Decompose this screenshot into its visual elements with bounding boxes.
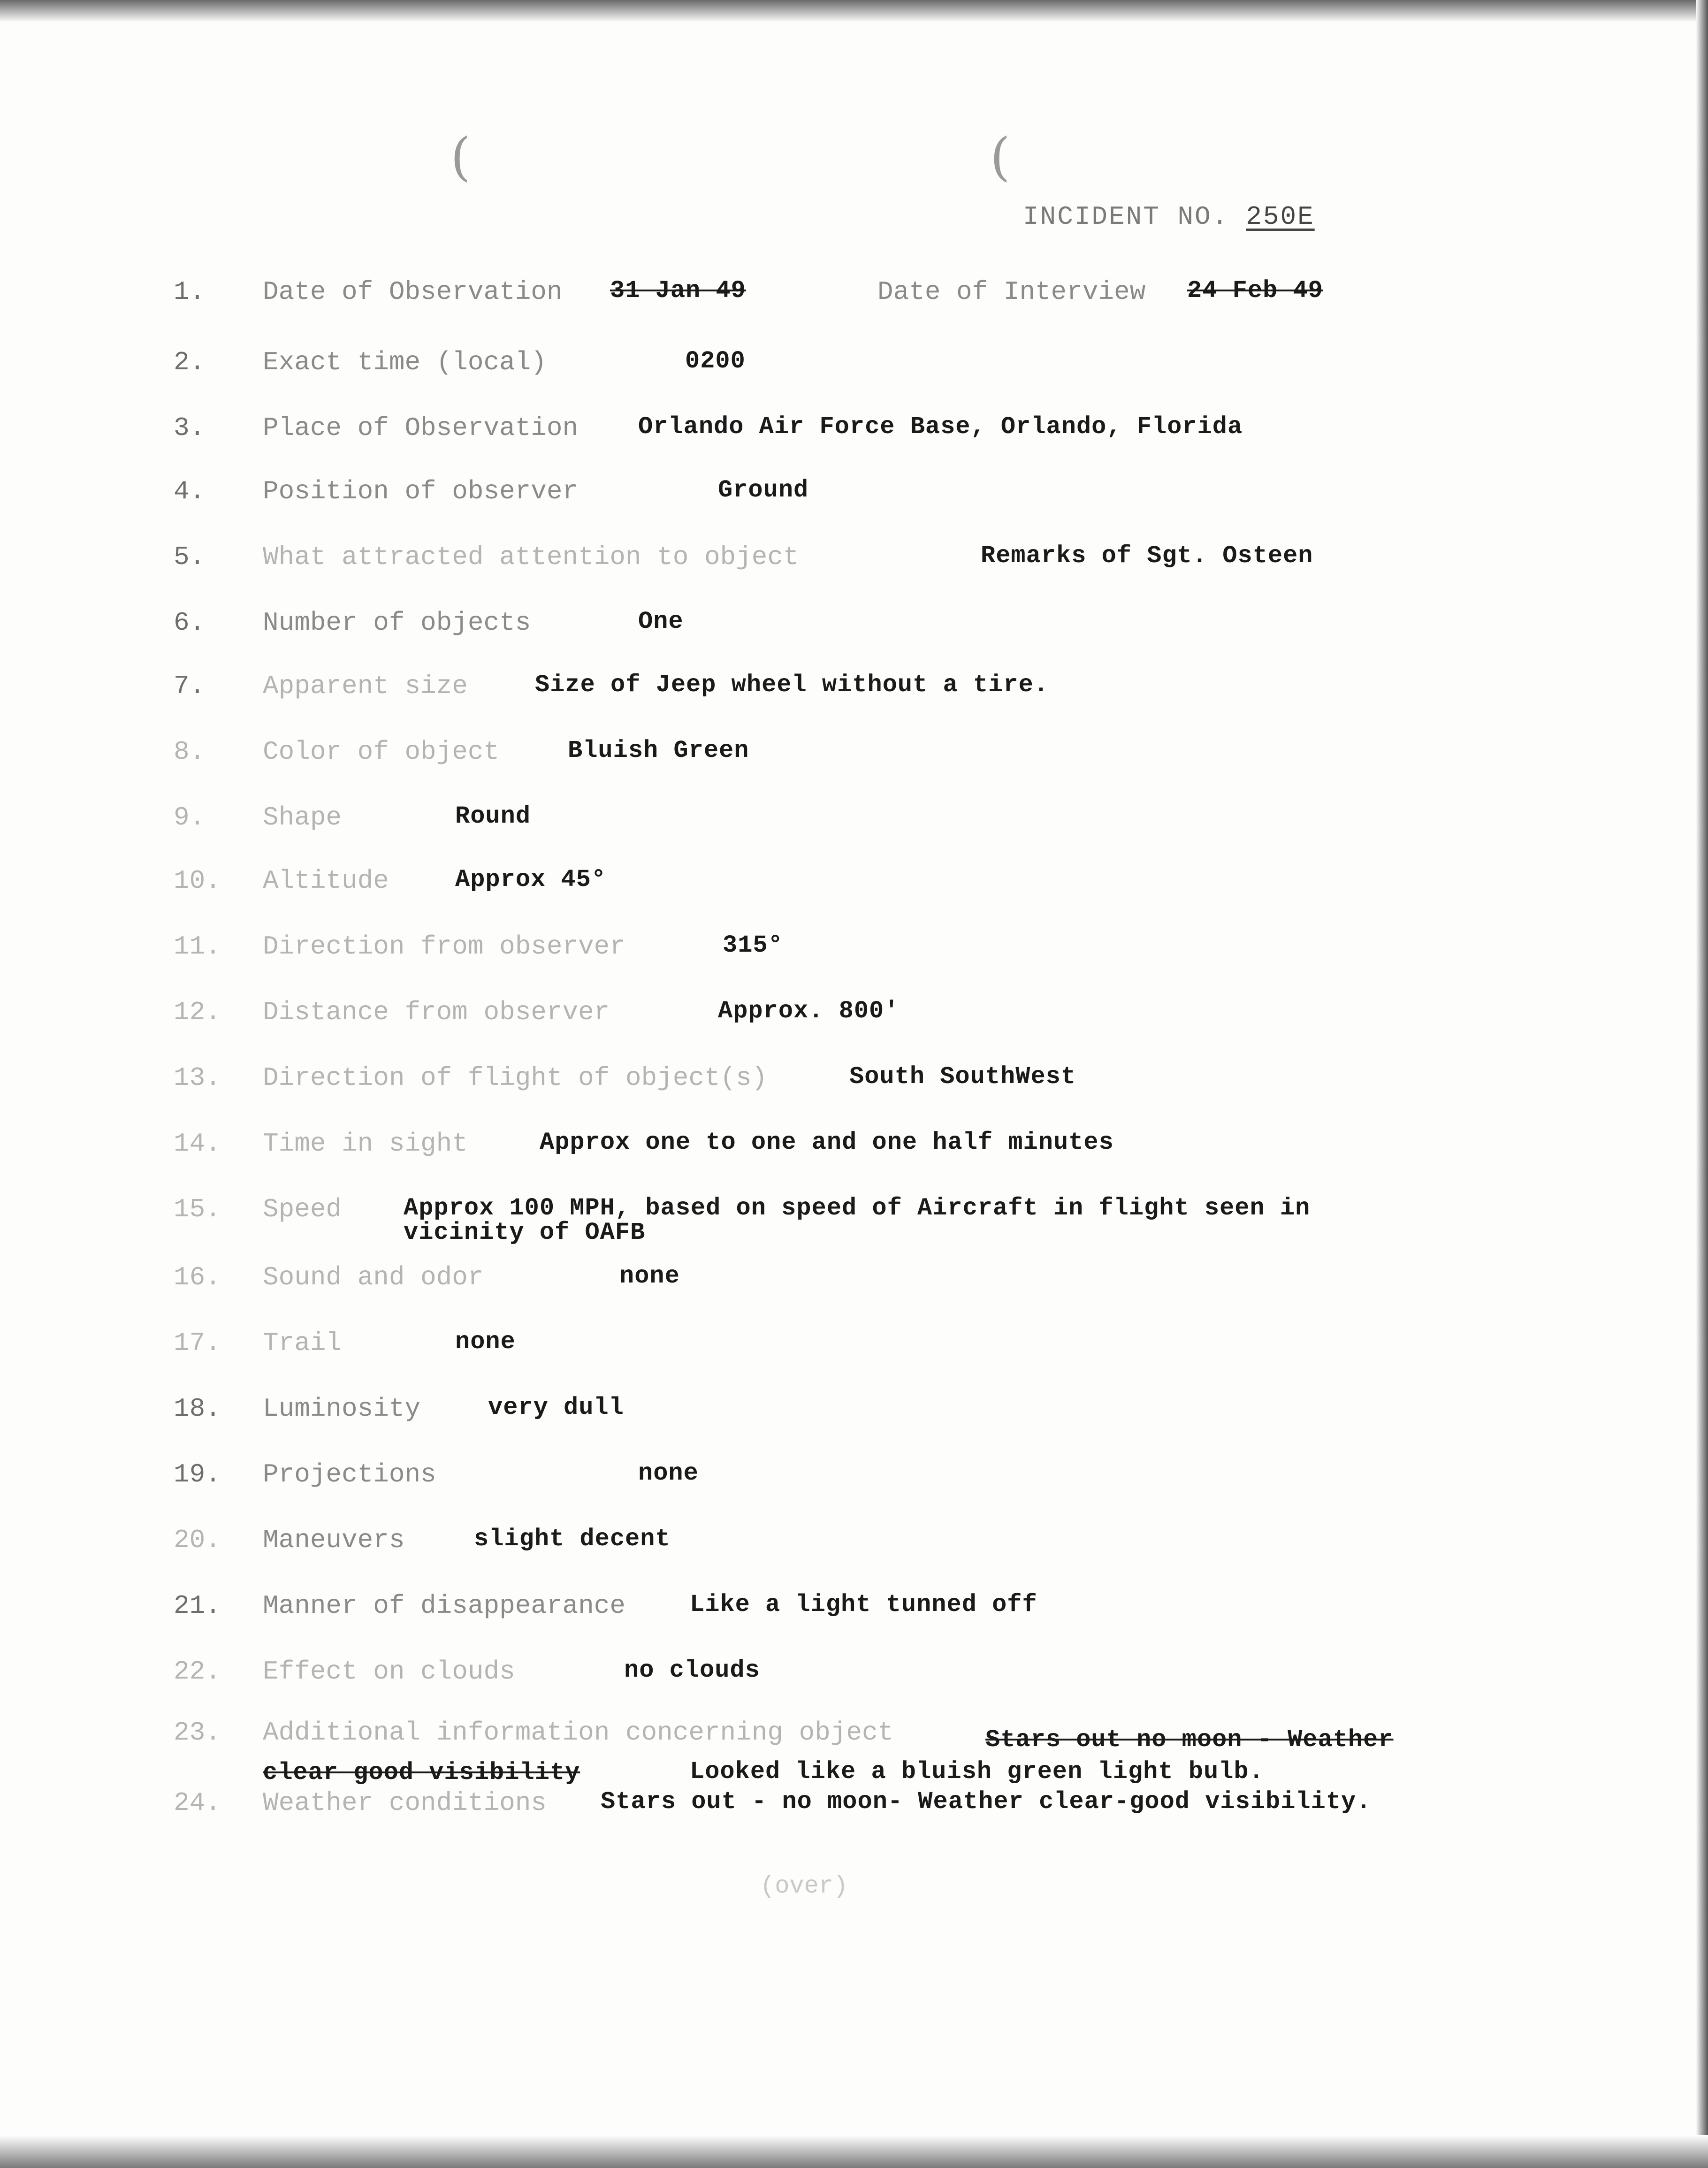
item-number: 5. <box>174 542 206 572</box>
item-label: Sound and odor <box>263 1262 484 1292</box>
item-value: Remarks of Sgt. Osteen <box>981 542 1313 570</box>
item-value: South SouthWest <box>849 1063 1076 1091</box>
item-number: 14. <box>174 1129 221 1159</box>
interview-date-value: 24 Feb 49 <box>1187 277 1323 305</box>
item-number: 22. <box>174 1657 221 1687</box>
item-value: Size of Jeep wheel without a tire. <box>535 671 1049 699</box>
item-number: 7. <box>174 671 206 701</box>
item-value: Orlando Air Force Base, Orlando, Florida <box>638 413 1243 441</box>
item-number: 18. <box>174 1394 221 1424</box>
item-number: 9. <box>174 802 206 832</box>
item-label: Exact time (local) <box>263 347 547 377</box>
item-value: 315° <box>723 931 783 959</box>
item-number: 13. <box>174 1063 221 1093</box>
item-label: Color of object <box>263 737 500 767</box>
item-label: Additional information concerning object <box>263 1718 894 1748</box>
item-number: 15. <box>174 1194 221 1224</box>
item-value: Approx one to one and one half minutes <box>540 1129 1114 1156</box>
item-value-struck-2: clear good visibility <box>263 1759 580 1786</box>
item-number: 23. <box>174 1718 221 1748</box>
item-label: Apparent size <box>263 671 468 701</box>
punch-mark-right: ( <box>990 127 1010 187</box>
item-value: none <box>619 1262 680 1290</box>
item-number: 10. <box>174 866 221 896</box>
item-number: 4. <box>174 476 206 506</box>
item-number: 24. <box>174 1788 221 1818</box>
item-value: slight decent <box>474 1525 671 1553</box>
punch-mark-left: ( <box>450 127 471 187</box>
scan-edge-bottom <box>0 2135 1708 2168</box>
item-value: One <box>638 608 684 635</box>
item-value: Stars out - no moon- Weather clear-good visibility. <box>601 1788 1372 1816</box>
item-number: 8. <box>174 737 206 767</box>
item-number: 21. <box>174 1591 221 1621</box>
item-label: Shape <box>263 802 342 832</box>
interview-date-label: Date of Interview <box>877 277 1146 307</box>
item-value: Approx. 800' <box>718 997 900 1025</box>
item-label: Date of Observation <box>263 277 563 307</box>
incident-number: 250E <box>1246 202 1315 232</box>
item-label: Manner of disappearance <box>263 1591 625 1621</box>
item-value: no clouds <box>624 1657 760 1684</box>
item-label: Direction of flight of object(s) <box>263 1063 768 1093</box>
item-number: 2. <box>174 347 206 377</box>
item-number: 19. <box>174 1459 221 1489</box>
item-value: none <box>638 1459 699 1487</box>
incident-header <box>1023 202 1315 232</box>
item-label: Trail <box>263 1328 342 1358</box>
item-value: Looked like a bluish green light bulb. <box>690 1758 1264 1786</box>
item-value: Ground <box>718 476 809 504</box>
item-value: Approx 45° <box>455 866 607 893</box>
item-value: 31 Jan 49 <box>610 277 746 305</box>
item-number: 20. <box>174 1525 221 1555</box>
over-note: (over) <box>760 1872 848 1900</box>
item-label: Luminosity <box>263 1394 421 1424</box>
scan-edge-top <box>0 0 1708 23</box>
item-label: Direction from observer <box>263 931 625 962</box>
item-number: 16. <box>174 1262 221 1292</box>
item-label: Time in sight <box>263 1129 468 1159</box>
item-number: 1. <box>174 277 206 307</box>
item-value: none <box>455 1328 516 1356</box>
item-number: 6. <box>174 608 206 638</box>
item-label: Weather conditions <box>263 1788 547 1818</box>
item-label: Position of observer <box>263 476 579 506</box>
scan-edge-right <box>1696 0 1708 2168</box>
item-value: Round <box>455 802 531 830</box>
item-label: Place of Observation <box>263 413 579 443</box>
item-label: What attracted attention to object <box>263 542 799 572</box>
item-value-continued: vicinity of OAFB <box>404 1219 646 1246</box>
item-number: 17. <box>174 1328 221 1358</box>
item-label: Maneuvers <box>263 1525 405 1555</box>
item-label: Altitude <box>263 866 389 896</box>
item-number: 12. <box>174 997 221 1027</box>
item-label: Distance from observer <box>263 997 610 1027</box>
item-label: Projections <box>263 1459 436 1489</box>
item-value: Approx 100 MPH, based on speed of Aircraft in flight seen in <box>404 1194 1311 1222</box>
item-number: 3. <box>174 413 206 443</box>
item-label: Effect on clouds <box>263 1657 515 1687</box>
item-value: Like a light tunned off <box>690 1591 1037 1618</box>
item-number: 11. <box>174 931 221 962</box>
item-value: very dull <box>488 1394 624 1421</box>
item-value: 0200 <box>685 347 746 375</box>
item-label: Speed <box>263 1194 342 1224</box>
item-value-struck: Stars out no moon - Weather <box>985 1726 1394 1754</box>
incident-label: INCIDENT NO. <box>1023 202 1229 232</box>
item-value: Bluish Green <box>568 737 749 764</box>
item-label: Number of objects <box>263 608 531 638</box>
